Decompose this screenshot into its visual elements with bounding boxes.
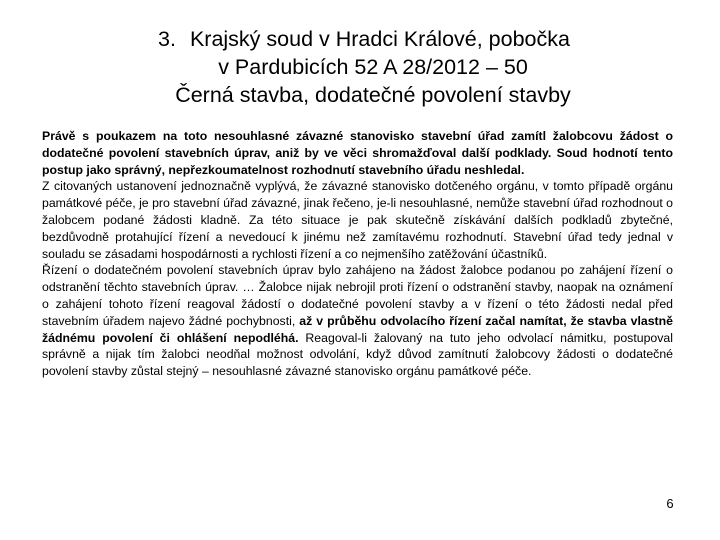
paragraph-2: Z citovaných ustanovení jednoznačně vyplývá, že závazné stanovisko dotčeného orgánu, v tomto případě orgánu památkové péče, je pro stavební úřad závazné, jinak řečeno, je-li nesouhlasné, nemůže stavební úřad rozhodnout o žalobcem podané žádosti kladně. Za této situace je pak skutečně získávání dalších podkladů zbytečné, bezdůvodně protahující řízení a nevedoucí k jinému než zamítavému rozhodnutí. Stavební úřad tedy jednal v souladu se zásadami hospodárnosti a rychlosti řízení a co nejmenšího zatěžování účastníků. [42, 179, 673, 261]
slide-body [42, 128, 673, 380]
paragraph-3-bold: až v průběhu odvolacího řízení začal namítat, že stavba vlastně žádnému povolení či ohlášení nepodléhá. [42, 313, 673, 345]
slide-title-line-3: Černá stavba, dodatečné povolení stavby [175, 83, 571, 107]
slide-title-text-1: Krajský soud v Hradci Králové, pobočka [189, 27, 570, 51]
slide-title-line-2: v Pardubicích 52 A 28/2012 – 50 [218, 55, 528, 79]
paragraph-3-part-1: Řízení o dodatečném povolení stavebních úprav bylo zahájeno na žádost žalobce podanou po zahájení řízení o odstranění těchto stavebních úprav. … Žalobce nijak nebrojil proti řízení o odstranění stavby, naopak na oznámení o zahájení tohoto řízení reagoval žádostí o dodatečné povolení stavby a v řízení o této žádosti nedal před stavebním úřadem najevo žádné pochybnosti, [42, 263, 673, 328]
paragraph-3-part-2: Reagoval-li žalovaný na tuto jeho odvolací námitku, postupoval správně a nijak tím žalobci neodňal možnost odvolání, když důvod zamítnutí žalobcovy žádosti o dodatečné povolení stavby zůstal stejný – nesouhlasné závazné stanovisko orgánu památkové péče. [42, 330, 673, 379]
page-number: 6 [666, 496, 674, 511]
slide-title [0, 25, 720, 109]
slide-title-line-1 [0, 25, 720, 53]
paragraph-3 [42, 262, 673, 380]
slide-title-number: 3. [158, 27, 176, 51]
paragraph-1: Právě s poukazem na toto nesouhlasné závazné stanovisko stavební úřad zamítl žalobcovu žádost o dodatečné povolení stavebních úprav, aniž by ve věci shromažďoval další podklady. Soud hodnotí tento postup jako správný, nepřezkoumatelnost rozhodnutí stavebního úřadu neshledal. [42, 129, 673, 177]
